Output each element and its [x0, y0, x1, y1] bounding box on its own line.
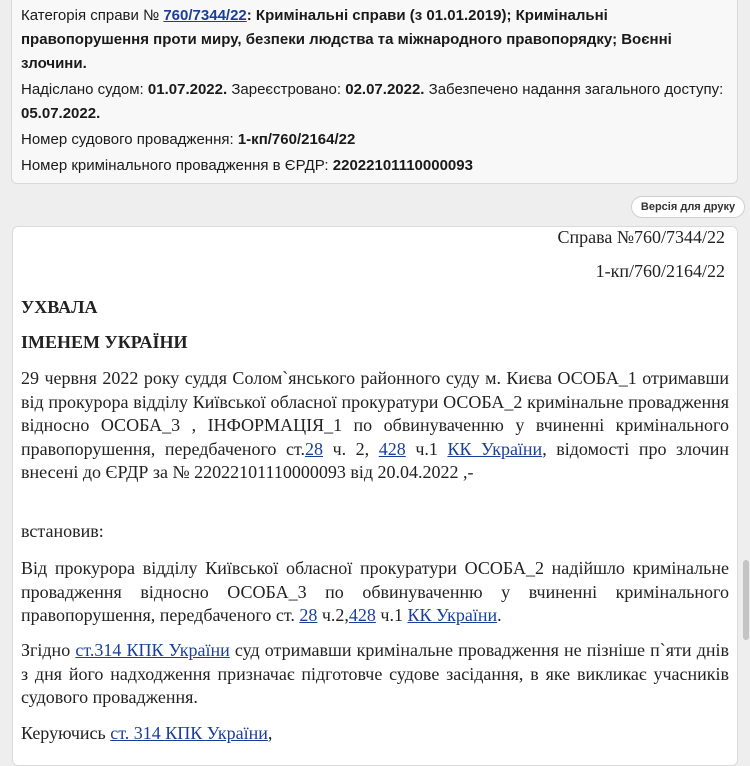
cpc-article-314-link-2[interactable]: ст. 314 КПК України — [110, 723, 268, 743]
doc-paragraph-received: Від прокурора відділу Київської обласної прокуратури ОСОБА_2 надійшло кримінальне провадження відносно ОСОБА_3 по обвинуваченню у вчиненні кримінального правопорушення, передбаченого ст. 28 ч.2,428 ч.1 КК України. — [21, 558, 729, 625]
doc-paragraph-intro: 29 червня 2022 року суддя Солом`янського районного суду м. Києва ОСОБА_1 отримавши від прокурора відділу Київської обласної прокуратури ОСОБА_2 кримінальне провадження відносно ОСОБА_3 , ІНФОРМАЦІЯ_1 по обвинуваченню у вчиненні кримінального правопорушення, передбаченого ст.28 ч. 2, 428 ч.1 КК України, відомості про злочин внесені до ЄРДР за № 22022101110000093 від 20.04.2022 ,- — [21, 368, 729, 482]
sent-date: 01.07.2022. — [147, 81, 228, 98]
article-28-link-2[interactable]: 28 — [299, 605, 318, 625]
doc-subtitle: ІМЕНЕМ УКРАЇНИ — [21, 332, 188, 352]
doc-title: УХВАЛА — [21, 297, 98, 317]
doc-paragraph-according: Згідно ст.314 КПК України суд отримавши кримінальне провадження не пізніше п`яти днів з дня його надходження призначає підготовче судове засідання, в яке викликає учасників судового провадження. — [21, 640, 729, 707]
registered-date: 02.07.2022. — [345, 81, 425, 98]
proceeding-number-row: Номер судового провадження: 1-кп/760/2164/22 — [21, 131, 356, 148]
proceeding-number: 1-кп/760/2164/22 — [237, 131, 356, 148]
doc-established: встановив: — [21, 521, 104, 541]
scrollbar-thumb[interactable] — [743, 560, 749, 640]
print-version-button[interactable]: Версія для друку — [631, 196, 745, 218]
doc-proceeding-number: 1-кп/760/2164/22 — [595, 261, 725, 281]
criminal-code-link[interactable]: КК України — [447, 438, 543, 459]
article-428-link[interactable]: 428 — [378, 438, 406, 459]
case-dates: Надіслано судом: 01.07.2022. Зареєстровано: 02.07.2022. Забезпечено надання загального доступу: 05.07.2022. — [21, 81, 724, 122]
criminal-code-link-2[interactable]: КК України — [407, 605, 498, 625]
doc-paragraph-guided: Керуючись ст. 314 КПК України, — [21, 723, 273, 743]
article-428-link-2[interactable]: 428 — [348, 605, 376, 625]
cpc-article-314-link[interactable]: ст.314 КПК України — [75, 640, 230, 660]
case-meta-card — [11, 0, 738, 184]
case-number-link[interactable]: 760/7344/22 — [163, 7, 247, 24]
case-category-value: : Кримінальні справи (з 01.01.2019); Кримінальні правопорушення проти миру, безпеки людства та міжнародного правопорядку; Воєнні злочини. — [21, 7, 672, 72]
document-body — [12, 226, 738, 766]
erdr-number-row: Номер кримінального провадження в ЄРДР: 22022101110000093 — [21, 157, 473, 174]
erdr-number: 22022101110000093 — [332, 157, 473, 174]
doc-case-number: Справа №760/7344/22 — [557, 227, 725, 247]
article-28-link[interactable]: 28 — [305, 438, 323, 459]
case-category: Категорія справи № 760/7344/22: Кримінальні справи (з 01.01.2019); Кримінальні правопорушення проти миру, безпеки людства та міжнародного правопорядку; Воєнні злочини. — [21, 7, 672, 72]
page-scrollbar[interactable] — [742, 226, 750, 746]
access-date: 05.07.2022. — [21, 105, 101, 122]
